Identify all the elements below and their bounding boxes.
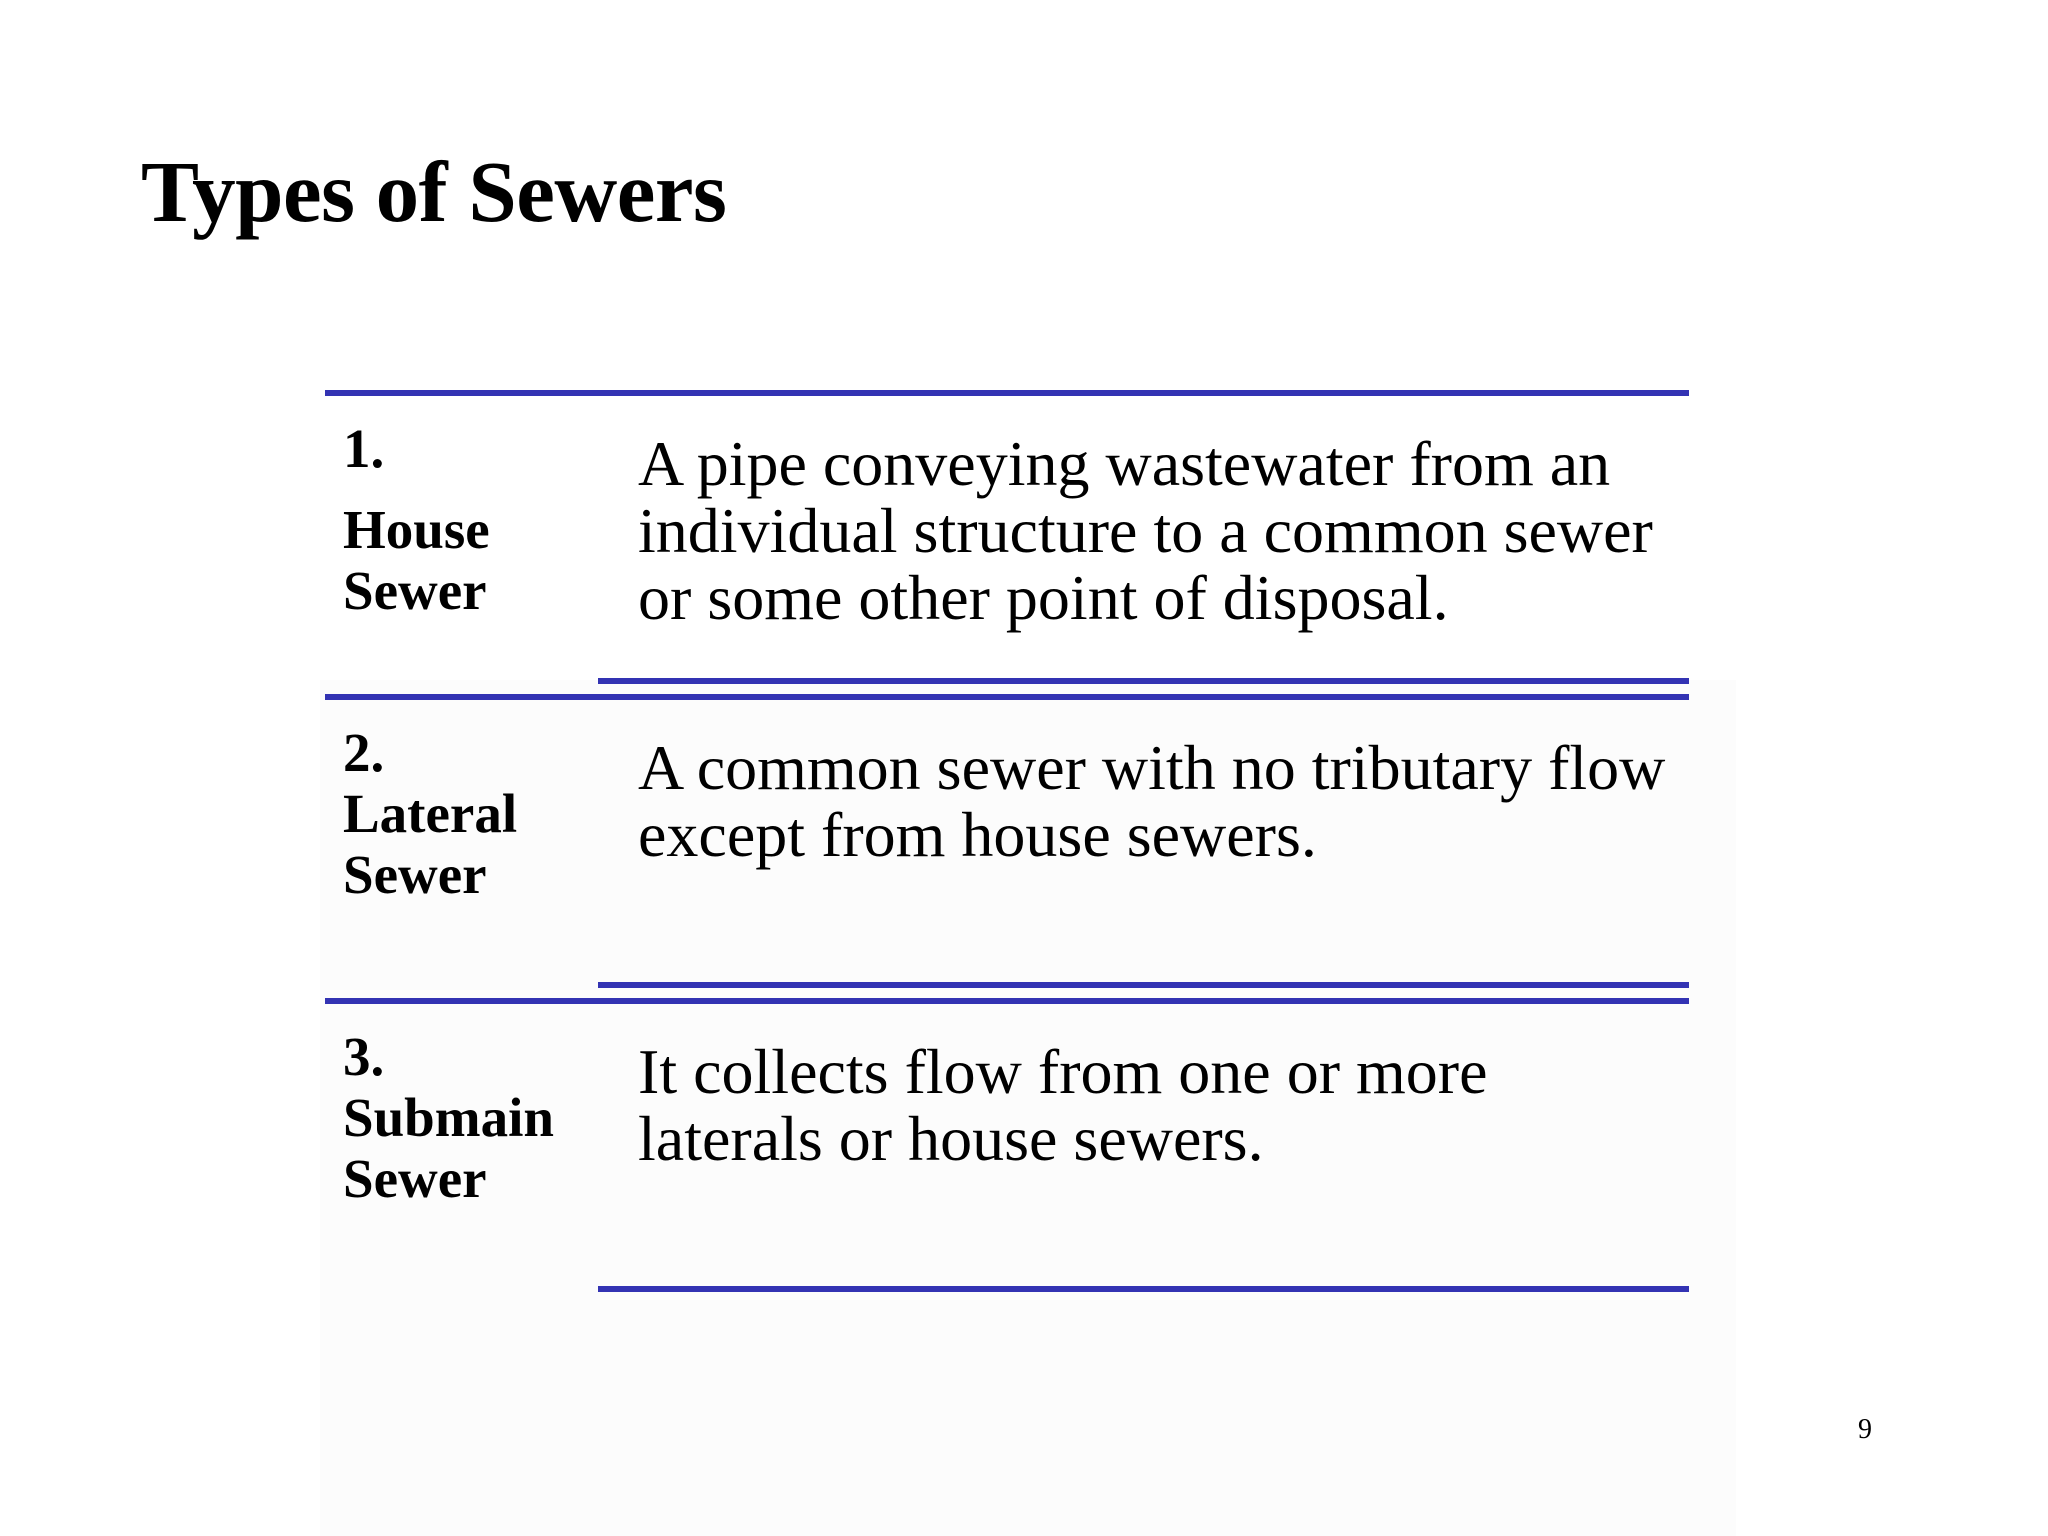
definition-text: A common sewer with no tributary flow except from house sewers. [638, 732, 1666, 870]
sewer-types-table [325, 390, 1689, 1302]
term-cell [343, 418, 603, 621]
row-bottom-rule [598, 982, 1689, 988]
table-row-submain-sewer [325, 998, 1689, 1302]
row-top-rule [325, 694, 1689, 700]
term-cell [343, 1026, 603, 1209]
term-number: 3. [343, 1026, 385, 1087]
row-top-rule [325, 998, 1689, 1004]
row-top-rule [325, 390, 1689, 396]
term-name-line1: House [343, 499, 490, 560]
term-number: 1. [343, 418, 385, 479]
page-number: 9 [1858, 1414, 1872, 1445]
table-row-lateral-sewer [325, 694, 1689, 998]
table-row-house-sewer [325, 390, 1689, 694]
row-bottom-rule [598, 678, 1689, 684]
row-bottom-rule [598, 1286, 1689, 1292]
slide-title: Types of Sewers [141, 143, 727, 240]
term-cell [343, 722, 603, 905]
term-name-line2: Sewer [343, 560, 487, 621]
term-name-line1: Lateral [343, 783, 518, 844]
term-number: 2. [343, 722, 385, 783]
term-name-line2: Sewer [343, 1148, 487, 1209]
term-name-line1: Submain [343, 1087, 554, 1148]
definition-text: A pipe conveying wastewater from an individual structure to a common sewer or some other point of disposal. [638, 428, 1653, 633]
definition-text: It collects flow from one or more laterals or house sewers. [638, 1036, 1488, 1174]
term-name-line2: Sewer [343, 844, 487, 905]
